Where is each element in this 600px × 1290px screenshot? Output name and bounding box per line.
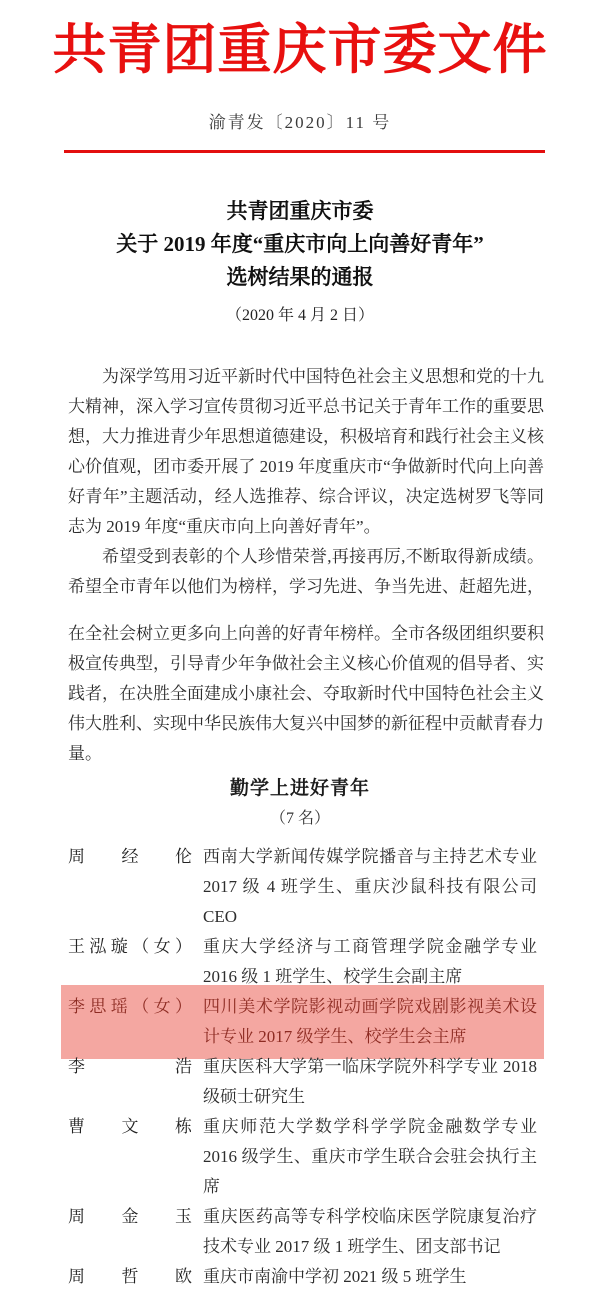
body-paragraph-2-continued: 在全社会树立更多向上向善的好青年榜样。全市各级团组织要积极宣传典型，引导青少年争做社会主义核心价值观的倡导者、实践者，在决胜全面建成小康社会、夺取新时代中国特色社会主义伟大胜利、实现中华民族伟大复兴中国梦的新征程中贡献青春力量。 [68, 624, 544, 763]
document-header-title: 共青团重庆市委文件 [52, 20, 548, 80]
header-divider-rule [64, 150, 545, 153]
awardee-description: 四川美术学院影视动画学院戏剧影视美术设计专业 2017 级学生、校学生会主席 [203, 997, 537, 1046]
document-number: 渝青发〔2020〕11 号 [208, 113, 392, 132]
awardee-name: 周哲欧 [68, 1267, 192, 1286]
list-entry [68, 1052, 537, 1112]
list-entry [68, 842, 537, 932]
list-entry-highlighted [68, 992, 537, 1052]
document-title [0, 195, 600, 294]
document-title-line-1: 共青团重庆市委 [226, 199, 374, 223]
body-paragraph-1: 为深学笃用习近平新时代中国特色社会主义思想和党的十九大精神，深入学习宣传贯彻习近平总书记关于青年工作的重要思想，大力推进青少年思想道德建设，积极培育和践行社会主义核心价值观，团市委开展了 2019 年度重庆市“争做新时代向上向善好青年”主题活动，经人选推荐、综合评议，决定选树罗飞等同志为 2019 年度“重庆市向上向善好青年”。 [68, 367, 544, 536]
list-entry [68, 932, 537, 992]
awardee-description: 重庆大学经济与工商管理学院金融学专业 2016 级 1 班学生、校学生会副主席 [203, 937, 537, 986]
body-paragraph-2: 希望受到表彰的个人珍惜荣誉,再接再厉,不断取得新成绩。希望全市青年以他们为榜样，学习先进、争当先进、赶超先进， [68, 547, 544, 596]
document-title-line-3: 选树结果的通报 [226, 265, 374, 289]
awardee-description: 重庆师范大学数学科学学院金融数学专业 2016 级学生、重庆市学生联合会驻会执行主席 [203, 1117, 537, 1196]
document-date: （2020 年 4 月 2 日） [225, 307, 374, 324]
awardee-name: 李 浩 [68, 1057, 192, 1076]
awardee-description: 重庆医药高等专科学校临床医学院康复治疗技术专业 2017 级 1 班学生、团支部书记 [203, 1207, 537, 1256]
awardee-description: 重庆医科大学第一临床学院外科学专业 2018 级硕士研究生 [203, 1057, 537, 1106]
document-title-line-2: 关于 2019 年度“重庆市向上向善好青年” [116, 232, 484, 256]
awardee-name: 李思瑶（女） [68, 997, 192, 1016]
awardee-name: 王泓璇（女） [68, 937, 192, 956]
section-heading: 勤学上进好青年 [229, 778, 370, 799]
awardee-description: 重庆市南渝中学初 2021 级 5 班学生 [203, 1267, 467, 1286]
section-count: （7 名） [269, 810, 330, 827]
awardee-name: 曹文栋 [68, 1117, 192, 1136]
list-entry [68, 1262, 537, 1290]
awardee-name: 周经伦 [68, 847, 192, 866]
awardee-list [0, 842, 600, 1290]
awardee-name: 周金玉 [68, 1207, 192, 1226]
list-entry [68, 1112, 537, 1202]
awardee-description: 西南大学新闻传媒学院播音与主持艺术专业 2017 级 4 班学生、重庆沙鼠科技有限公司 CEO [203, 847, 537, 926]
list-entry [68, 1202, 537, 1262]
